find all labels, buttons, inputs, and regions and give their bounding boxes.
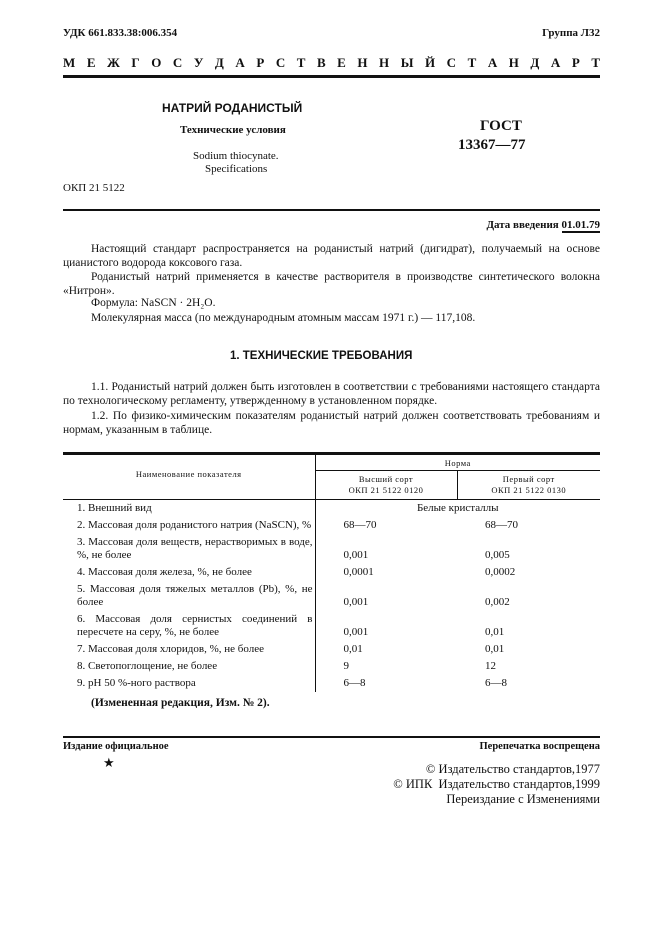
amendment-note: (Измененная редакция, Изм. № 2). — [91, 697, 270, 709]
grade-first-okp: ОКП 21 5122 0130 — [491, 485, 567, 495]
reprint-notice: Перепечатка воспрещена — [479, 741, 600, 752]
intro-date-label: Дата введения — [486, 219, 559, 231]
paragraph-mass: Молекулярная масса (по международным атомным массам 1971 г.) — 117,108. — [91, 312, 476, 324]
clause-1-1: 1.1. Роданистый натрий должен быть изготовлен в соответствии с требованиями настоящего стандарта по технологическому регламенту, утвержденному в установленном порядке. — [63, 381, 600, 407]
okp-code: ОКП 21 5122 — [63, 182, 125, 194]
table-row — [63, 517, 600, 534]
english-title: Sodium thiocynate. — [193, 150, 279, 162]
grade-first-label: Первый сорт — [502, 474, 555, 484]
row-name: 8. Светопоглощение, не более — [63, 658, 315, 675]
row-value-top: 0,01 — [343, 643, 363, 655]
row-value-first: 12 — [485, 660, 496, 672]
row-value-first: 0,002 — [485, 596, 510, 608]
row-value-top: 0,001 — [343, 596, 369, 608]
row-value-top: 0,0001 — [343, 566, 374, 578]
gost-label: ГОСТ — [480, 118, 522, 134]
row-value-top: 9 — [343, 660, 349, 672]
row-value-top: 0,001 — [343, 626, 369, 638]
gost-number: 13367—77 — [458, 137, 526, 153]
row-value-first: 0,005 — [485, 549, 510, 561]
footer-rule — [63, 736, 600, 738]
col-header-grade-first — [457, 471, 600, 500]
table-row — [63, 581, 600, 611]
doc-subtitle: Технические условия — [180, 124, 286, 136]
col-header-grade-top — [315, 471, 457, 500]
spec-table — [63, 452, 600, 692]
copyright-1999: © ИПК Издательство стандартов,1999 — [393, 777, 600, 791]
official-edition: Издание официальное — [63, 741, 169, 752]
table-row — [63, 658, 600, 675]
col-header-norm: Норма — [315, 454, 600, 471]
paragraph-scope: Настоящий стандарт распространяется на роданистый натрий (дигидрат), получаемый на основе цианистого водорода коксового газа. — [63, 243, 600, 269]
grade-top-label: Высший сорт — [358, 474, 414, 484]
row-name: 9. pH 50 %-ного раствора — [63, 675, 315, 692]
title-rule — [63, 209, 600, 211]
table-row — [63, 564, 600, 581]
table-row — [63, 675, 600, 692]
col-header-name: Наименование показателя — [63, 454, 315, 500]
section-heading: 1. ТЕХНИЧЕСКИЕ ТРЕБОВАНИЯ — [230, 350, 413, 362]
paragraph-usage: Роданистый натрий применяется в качестве растворителя в производстве синтетического волокна «Нитрон». — [63, 271, 600, 297]
row-merged-value: Белые кристаллы — [416, 502, 499, 514]
row-name: 6. Массовая доля сернистых соединений в пересчете на серу, %, не более — [63, 611, 315, 641]
row-value-top: 6—8 — [343, 677, 366, 689]
star-icon: ★ — [103, 755, 115, 770]
group-code: Группа Л32 — [542, 27, 600, 39]
table-row — [63, 534, 600, 564]
udk-code: УДК 661.833.38:006.354 — [63, 27, 178, 39]
grade-top-okp: ОКП 21 5122 0120 — [348, 485, 424, 495]
row-name: 5. Массовая доля тяжелых металлов (Pb), %, не более — [63, 581, 315, 611]
row-name: 2. Массовая доля роданистого натрия (NaSCN), % — [63, 517, 315, 534]
row-value-first: 0,0002 — [485, 566, 516, 578]
english-subtitle: Specifications — [205, 163, 268, 175]
standard-banner: М Е Ж Г О С У Д А Р С Т В Е Н Н Ы Й С Т А Н Д А Р Т — [63, 55, 600, 70]
row-name: 7. Массовая доля хлоридов, %, не более — [63, 641, 315, 658]
table-row — [63, 500, 600, 518]
intro-date-value: 01.01.79 — [561, 219, 600, 231]
reissue-note: Переиздание с Изменениями — [446, 792, 600, 806]
copyright-1977: © Издательство стандартов,1977 — [425, 762, 600, 776]
paragraph-formula: Формула: NaSCN · 2H₂O. — [91, 297, 216, 309]
row-value-top: 0,001 — [343, 549, 369, 561]
doc-title: НАТРИЙ РОДАНИСТЫЙ — [162, 101, 303, 115]
row-value-first: 0,01 — [485, 626, 505, 638]
row-value-first: 68—70 — [485, 519, 518, 531]
table-row — [63, 641, 600, 658]
row-name: 4. Массовая доля железа, %, не более — [63, 564, 315, 581]
row-name: 3. Массовая доля веществ, нерастворимых в воде, %, не более — [63, 534, 315, 564]
row-value-first: 0,01 — [485, 643, 505, 655]
row-name: 1. Внешний вид — [63, 500, 315, 518]
table-row — [63, 611, 600, 641]
top-rule — [63, 75, 600, 78]
intro-date — [486, 219, 600, 231]
row-value-top: 68—70 — [343, 519, 377, 531]
row-value-first: 6—8 — [485, 677, 507, 689]
clause-1-2: 1.2. По физико-химическим показателям роданистый натрий должен соответствовать требованиям и нормам, указанным в таблице. — [63, 410, 600, 436]
